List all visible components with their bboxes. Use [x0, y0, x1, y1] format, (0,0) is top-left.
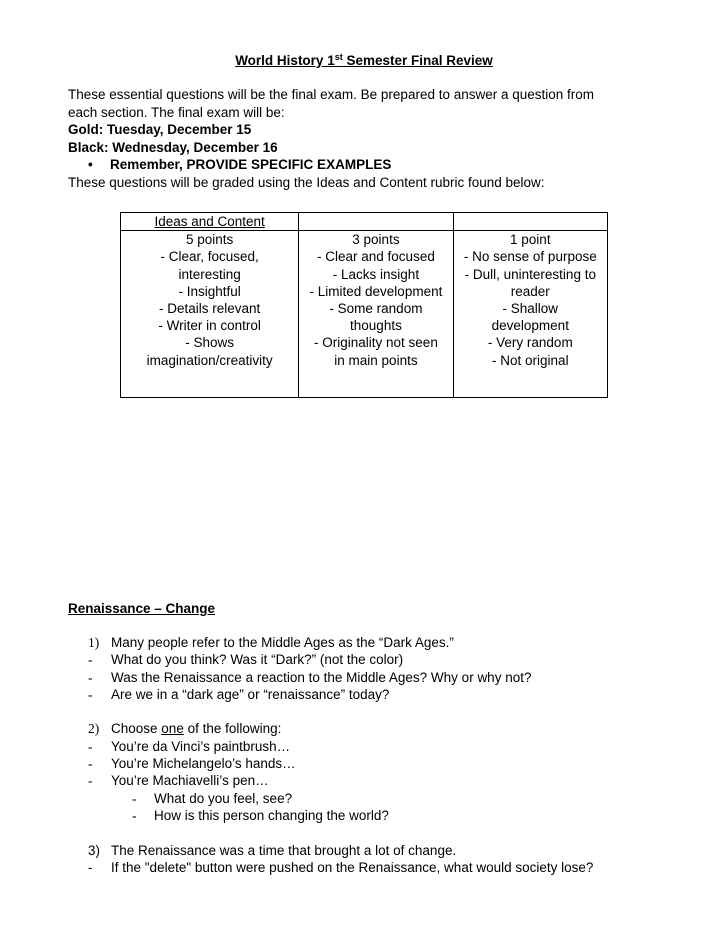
- rubric-points-row: [121, 231, 608, 249]
- dash-marker: -: [88, 773, 93, 789]
- criteria-line: - Insightful: [178, 283, 241, 299]
- rubric-table: [120, 212, 608, 398]
- title-superscript: st: [334, 52, 343, 62]
- points-5-cell: 5 points: [121, 231, 299, 249]
- reminder-text: Remember, PROVIDE SPECIFIC EXAMPLES: [110, 157, 392, 172]
- question-2: [0, 720, 728, 737]
- rubric-header-cell: [453, 213, 607, 231]
- list-item-text: What do you feel, see?: [154, 790, 293, 806]
- criteria-line: in main points: [334, 352, 418, 368]
- dash-marker: -: [88, 686, 93, 702]
- rubric-criteria-row: [121, 248, 608, 398]
- page-title: [0, 52, 728, 68]
- criteria-line: - Lacks insight: [332, 266, 420, 282]
- points-1-cell: 1 point: [453, 231, 607, 249]
- nested-list-item: [0, 790, 728, 807]
- title-text: World History 1: [235, 53, 335, 68]
- criteria-line: - Dull, uninteresting to: [464, 266, 596, 282]
- bullet-icon: •: [88, 157, 93, 172]
- question-number: 3): [88, 842, 101, 858]
- rubric-note: These questions will be graded using the Ideas and Content rubric found below:: [68, 174, 545, 190]
- dash-marker: -: [88, 756, 93, 772]
- criteria-line: - Shallow: [502, 301, 559, 317]
- dash-marker: -: [88, 652, 93, 668]
- question-number: 1): [88, 635, 100, 650]
- list-item: [0, 772, 728, 789]
- list-item: [0, 651, 728, 668]
- criteria-line: - Details relevant: [158, 301, 261, 317]
- title-text-end: Semester Final Review: [342, 53, 493, 68]
- question-text-start: Choose: [111, 721, 162, 737]
- black-exam-date: Black: Wednesday, December 16: [68, 139, 278, 155]
- dash-marker: -: [88, 859, 93, 875]
- section-heading: Renaissance – Change: [68, 601, 216, 616]
- list-item-text: You’re da Vinci’s paintbrush…: [111, 738, 291, 754]
- bullet-reminder: [68, 156, 668, 174]
- criteria-line: - Limited development: [309, 283, 443, 299]
- intro-paragraph: [68, 86, 668, 191]
- criteria-line: - No sense of purpose: [463, 249, 597, 265]
- list-item: [0, 859, 728, 876]
- question-text: The Renaissance was a time that brought a lot of change.: [111, 842, 457, 858]
- criteria-line: - Originality not seen: [314, 335, 438, 351]
- criteria-5-cell: [121, 248, 299, 398]
- rubric-header-cell: [299, 213, 453, 231]
- criteria-line: thoughts: [350, 318, 402, 334]
- list-item-text: If the "delete" button were pushed on the Renaissance, what would society lose?: [111, 859, 594, 875]
- intro-line-2: each section. The final exam will be:: [68, 104, 285, 120]
- list-item: [0, 669, 728, 686]
- list-item-text: Are we in a “dark age” or “renaissance” today?: [111, 686, 390, 702]
- criteria-1-cell: [453, 248, 607, 398]
- list-item-text: Was the Renaissance a reaction to the Middle Ages? Why or why not?: [111, 669, 532, 685]
- list-item-text: What do you think? Was it “Dark?” (not the color): [111, 652, 404, 668]
- criteria-line: imagination/creativity: [146, 352, 273, 368]
- criteria-3-cell: [299, 248, 453, 398]
- question-text-end: of the following:: [183, 721, 282, 737]
- list-item-text: You’re Machiavelli’s pen…: [111, 773, 269, 789]
- criteria-line: - Not original: [492, 352, 569, 368]
- question-text: [111, 720, 281, 737]
- criteria-line: interesting: [178, 266, 241, 282]
- gold-exam-date: Gold: Tuesday, December 15: [68, 122, 252, 137]
- dash-marker: -: [88, 738, 93, 754]
- list-item: [0, 686, 728, 703]
- question-text-emphasis: one: [161, 721, 184, 737]
- criteria-line: reader: [510, 283, 550, 299]
- criteria-line: - Writer in control: [158, 318, 261, 334]
- question-list: [0, 634, 728, 876]
- question-3: [0, 842, 728, 859]
- criteria-line: development: [491, 318, 569, 334]
- dash-marker: -: [132, 790, 137, 806]
- question-text: Many people refer to the Middle Ages as the “Dark Ages.”: [111, 635, 454, 650]
- list-item: [0, 755, 728, 772]
- criteria-line: - Clear and focused: [317, 249, 435, 265]
- points-3-cell: 3 points: [299, 231, 453, 249]
- criteria-line: - Clear, focused,: [160, 249, 259, 265]
- intro-line-1: These essential questions will be the final exam. Be prepared to answer a question from: [68, 87, 595, 102]
- list-item-text: How is this person changing the world?: [154, 807, 389, 823]
- criteria-line: - Shows: [185, 335, 235, 351]
- criteria-line: - Some random: [329, 301, 423, 317]
- criteria-line: - Very random: [487, 335, 573, 351]
- nested-list-item: [0, 807, 728, 824]
- dash-marker: -: [88, 669, 93, 685]
- dash-marker: -: [132, 807, 137, 823]
- rubric-header-cell: Ideas and Content: [121, 213, 299, 231]
- list-item-text: You’re Michelangelo’s hands…: [111, 756, 296, 772]
- rubric-header-row: [121, 213, 608, 231]
- question-number: 2): [88, 721, 100, 737]
- list-item: [0, 738, 728, 755]
- question-1: [0, 634, 728, 651]
